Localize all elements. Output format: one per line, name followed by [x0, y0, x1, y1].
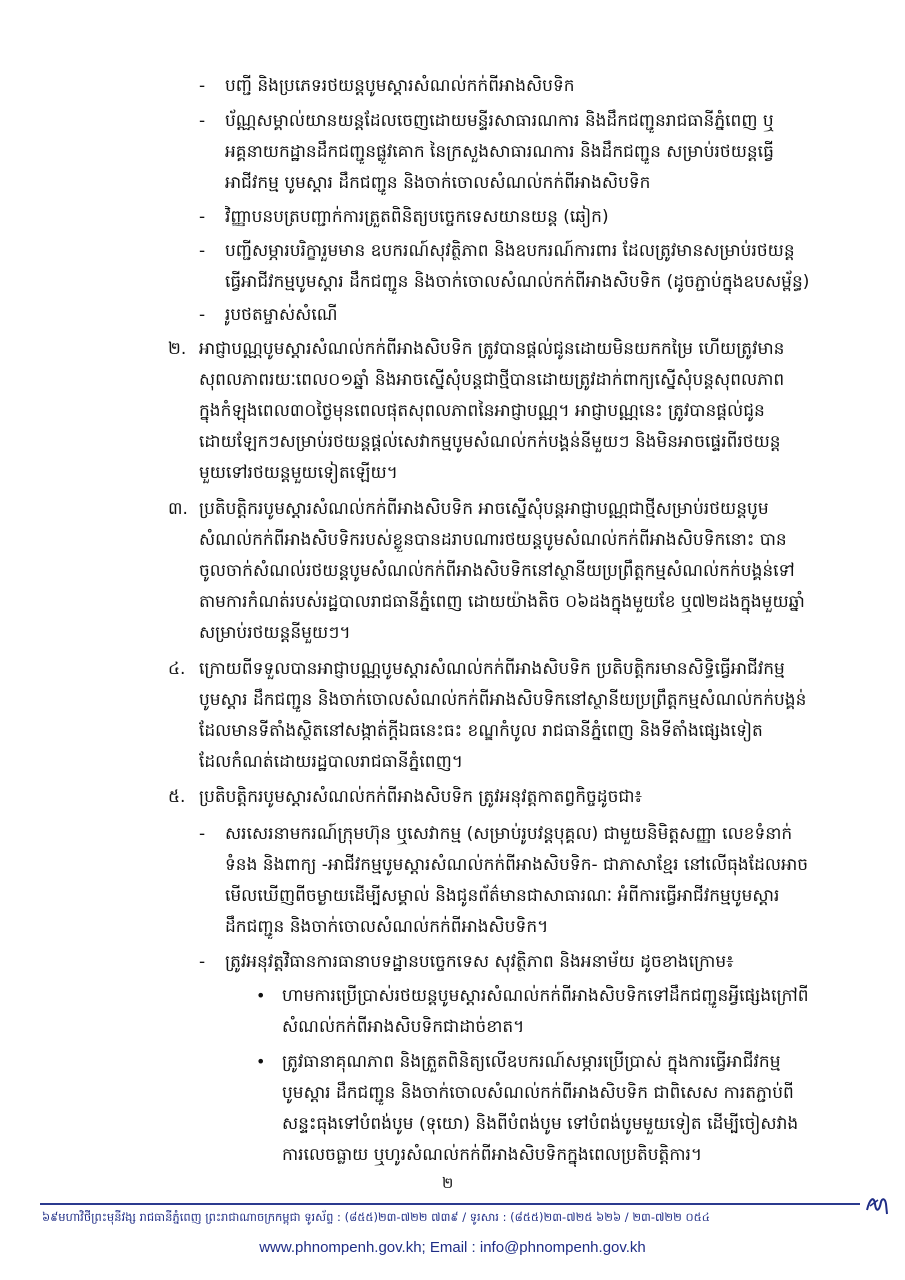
- list-item-line: ទំនង និងពាក្យ -អាជីវកម្មបូមស្តារសំណល់កក់ពីអាងសិបទិក- ជាភាសាខ្មែរ នៅលើធុងដែលអាច: [225, 855, 809, 875]
- list-dash: -: [199, 824, 206, 844]
- list-item-line: ត្រូវអនុវត្តវិធានការធានាបទដ្ឋានបច្ចេកទេស សុវត្ថិភាព និងអនាម័យ ដូចខាងក្រោម៖: [225, 952, 734, 972]
- paragraph-line: ចូលចាក់សំណល់រថយន្តបូមសំណល់កក់ពីអាងសិបទិកនៅស្ថានីយប្រព្រឹត្តកម្មសំណល់កក់បង្គន់ទៅ: [199, 561, 795, 581]
- paragraph-line: សុពលភាពរយៈពេល០១ឆ្នាំ និងអាចស្នើសុំបន្តជាថ្មីបានដោយត្រូវដាក់ពាក្យស្នើសុំបន្តសុពលភាព: [199, 370, 785, 390]
- section-number: ៥.: [168, 787, 186, 807]
- paragraph-line: ក្រោយពីទទួលបានអាជ្ញាបណ្ណបូមស្តារសំណល់កក់ពីអាងសិបទិក ប្រតិបត្តិករមានសិទ្ធិធ្វើអាជីវកម្ម: [199, 659, 785, 679]
- section-number: ៤.: [168, 659, 186, 679]
- list-dash: -: [199, 111, 206, 131]
- list-item-line: ត្រូវធានាគុណភាព និងត្រួតពិនិត្យលើឧបករណ៍សម្ភារប្រើប្រាស់ ក្នុងការធ្វើអាជីវកម្ម: [282, 1052, 781, 1072]
- list-dash: -: [199, 207, 206, 227]
- footer-address: ៦៩មហាវិថីព្រះមុនីវង្ស រាជធានីភ្នំពេញ ព្រះរាជាណាចក្រកម្ពុជា ទូរស័ព្ទ : (៨៥៥)២៣-៧២២ ៧៣៩ / ទូរសារ : (៨៥៥)២៣-៧២៥ ៦២៦ / ២៣-៧២២ ០៥៤: [42, 1210, 710, 1224]
- list-dash: -: [199, 76, 206, 96]
- list-item-line: អាជីវកម្ម បូមស្តារ ដឹកជញ្ជូន និងចាក់ចោលសំណល់កក់ពីអាងសិបទិក: [225, 173, 651, 193]
- list-item-line: ធ្វើអាជីវកម្មបូមស្តារ ដឹកជញ្ជូន និងចាក់ចោលសំណល់កក់ពីអាងសិបទិក (ដូចភ្ជាប់ក្នុងឧបសម្ព័ន្ធ): [225, 272, 810, 292]
- paragraph-line: សម្រាប់រថយន្តនីមួយៗ។: [199, 623, 351, 643]
- paragraph-line: មួយទៅរថយន្តមួយទៀតឡើយ។: [199, 463, 398, 483]
- list-item-line: ប័ណ្ណសម្គាល់យានយន្តដែលចេញដោយមន្ទីរសាធារណការ និងដឹកជញ្ជូនរាជធានីភ្នំពេញ ឬ: [225, 111, 774, 131]
- list-item-line: បញ្ជីសម្ភារបរិក្ខារួមមាន ឧបករណ៍សុវត្ថិភាព និងឧបករណ៍ការពារ ដែលត្រូវមានសម្រាប់រថយន្ត: [225, 241, 795, 261]
- list-item-line: វិញ្ញាបនបត្របញ្ជាក់ការត្រួតពិនិត្យបច្ចេកទេសយានយន្ត (ឆៀក): [225, 207, 609, 227]
- bullet-icon: •: [256, 1052, 266, 1071]
- page-number: ២: [442, 1174, 454, 1192]
- list-dash: -: [199, 305, 206, 325]
- list-item-line: ហាមការប្រើប្រាស់រថយន្តបូមស្តារសំណល់កក់ពីអាងសិបទិកទៅដឹកជញ្ជូនអ្វីផ្សេងក្រៅពី: [282, 986, 809, 1006]
- paragraph-line: តាមការកំណត់របស់រដ្ឋបាលរាជធានីភ្នំពេញ ដោយយ៉ាងតិច ០៦ដងក្នុងមួយខែ ឬ៧២ដងក្នុងមួយឆ្នាំ: [199, 592, 805, 612]
- section-number: ៣.: [168, 499, 188, 519]
- paragraph-line: ក្នុងកំឡុងពេល៣០ថ្ងៃមុនពេលផុតសុពលភាពនៃអាជ្ញាបណ្ណ។ អាជ្ញាបណ្ណនេះ ត្រូវបានផ្តល់ជូន: [199, 401, 765, 421]
- paragraph-line: សំណល់កក់ពីអាងសិបទិករបស់ខ្លួនបានដរាបណារថយន្តបូមសំណល់កក់ពីអាងសិបទិកនោះ បាន: [199, 530, 787, 550]
- paragraph-line: ប្រតិបត្តិករបូមស្តារសំណល់កក់ពីអាងសិបទិក ត្រូវអនុវត្តកាតព្វកិច្ចដូចជា៖: [199, 787, 643, 807]
- list-item-line: រូបថតម្ចាស់សំណើ: [225, 305, 338, 325]
- list-dash: -: [199, 952, 206, 972]
- list-item-line: អគ្គនាយកដ្ឋានដឹកជញ្ជូនផ្លូវគោក នៃក្រសួងសាធារណការ និងដឹកជញ្ជូន សម្រាប់រថយន្តធ្វើ: [225, 142, 774, 162]
- list-item-line: បញ្ជី និងប្រភេទរថយន្តបូមស្តារសំណល់កក់ពីអាងសិបទិក: [225, 76, 575, 96]
- list-item-line: ការលេចធ្លាយ ឬហូរសំណល់កក់ពីអាងសិបទិកក្នុងពេលប្រតិបត្តិការ។: [282, 1145, 703, 1165]
- bullet-icon: •: [256, 986, 266, 1005]
- paragraph-line: អាជ្ញាបណ្ណបូមស្តារសំណល់កក់ពីអាងសិបទិក ត្រូវបានផ្តល់ជូនដោយមិនយកកម្រៃ ហើយត្រូវមាន: [199, 339, 785, 359]
- list-item-line: សន្ទះធុងទៅបំពង់បូម (ទុយោ) និងពីបំពង់បូម ទៅបំពង់បូមមួយទៀត ដើម្បីចៀសវាង: [282, 1114, 799, 1134]
- paragraph-line: ប្រតិបត្តិករបូមស្តារសំណល់កក់ពីអាងសិបទិក អាចស្នើសុំបន្តអាជ្ញាបណ្ណជាថ្មីសម្រាប់រថយន្តបូម: [199, 499, 769, 519]
- list-item-line: សំណល់កក់ពីអាងសិបទិកជាដាច់ខាត។: [282, 1017, 525, 1037]
- initials-signature-icon: [864, 1190, 890, 1218]
- list-item-line: សរសេរនាមករណ៍ក្រុមហ៊ុន ឬសេវាកម្ម (សម្រាប់រូបវន្តបុគ្គល) ជាមួយនិមិត្តសញ្ញា លេខទំនាក់: [225, 824, 793, 844]
- list-item-line: បូមស្តារ ដឹកជញ្ជូន និងចាក់ចោលសំណល់កក់ពីអាងសិបទិក ជាពិសេស ការតភ្ជាប់ពី: [282, 1083, 794, 1103]
- list-item-line: មើលឃើញពីចម្ងាយដើម្បីសម្គាល់ និងជូនព័ត៌មានជាសាធារណៈ អំពីការធ្វើអាជីវកម្មបូមស្តារ: [225, 886, 780, 906]
- paragraph-line: បូមស្តារ ដឹកជញ្ជូន និងចាក់ចោលសំណល់កក់ពីអាងសិបទិកនៅស្ថានីយប្រព្រឹត្តកម្មសំណល់កក់បង្គន់: [199, 690, 807, 710]
- paragraph-line: ដែលកំណត់ដោយរដ្ឋបាលរាជធានីភ្នំពេញ។: [199, 752, 463, 772]
- paragraph-line: ដែលមានទីតាំងស្ថិតនៅសង្កាត់ក្តីឯធនេះធះ ខណ្ឌកំបូល រាជធានីភ្នំពេញ និងទីតាំងផ្សេងទៀត: [199, 721, 763, 741]
- footer-website: www.phnompenh.gov.kh; Email : info@phnompenh.gov.kh: [259, 1239, 646, 1256]
- list-dash: -: [199, 241, 206, 261]
- footer-divider: [40, 1203, 860, 1205]
- paragraph-line: ដោយឡែកៗសម្រាប់រថយន្តផ្តល់សេវាកម្មបូមសំណល់កក់បង្គន់នីមួយៗ និងមិនអាចផ្ទេរពីរថយន្ត: [199, 432, 781, 452]
- list-item-line: ដឹកជញ្ជូន និងចាក់ចោលសំណល់កក់ពីអាងសិបទិក។: [225, 917, 549, 937]
- section-number: ២.: [168, 339, 187, 359]
